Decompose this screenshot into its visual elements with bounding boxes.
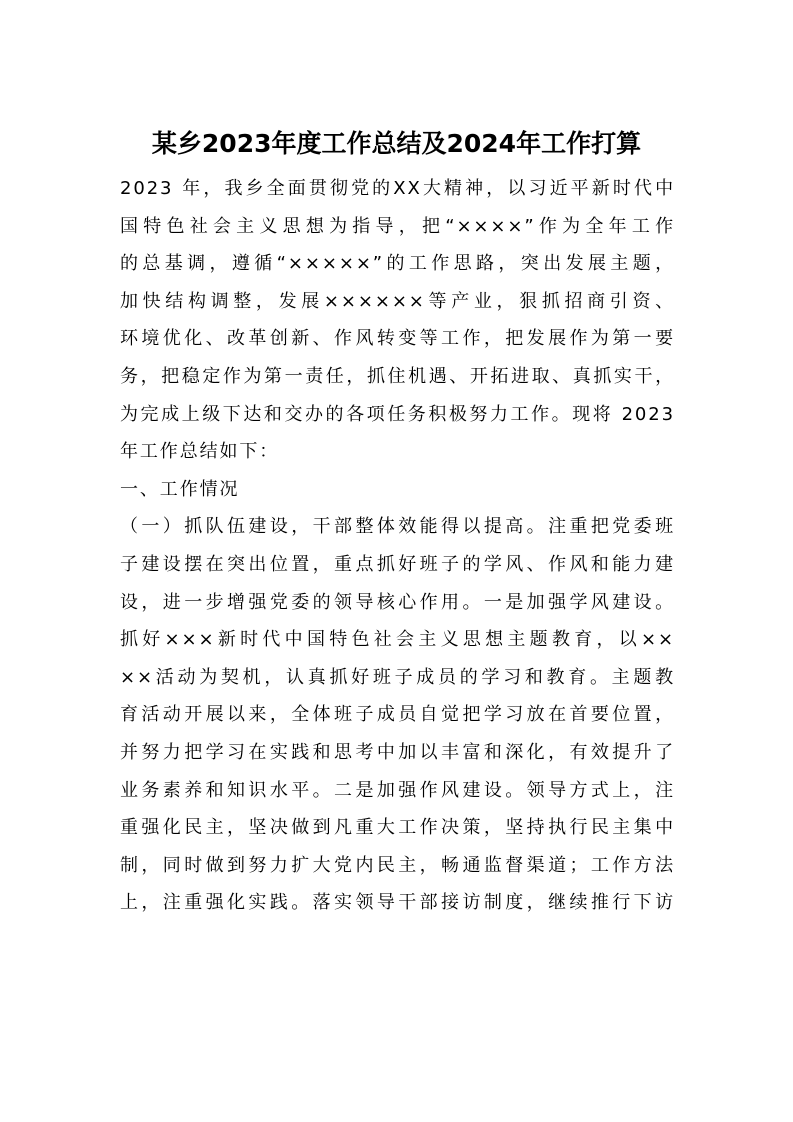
text-line: （一）抓队伍建设，干部整体效能得以提高。注重把党委班 [120, 516, 675, 538]
text-line: 抓好×××新时代中国特色社会主义思想主题教育，以×× [120, 629, 675, 651]
text-line: 年工作总结如下： [120, 441, 280, 463]
text-line: 国特色社会主义思想为指导，把“××××”作为全年工作 [120, 215, 675, 237]
text-line: 加快结构调整，发展××××××等产业，狠抓招商引资、 [120, 290, 675, 312]
document-body [120, 170, 675, 922]
text-line: 为完成上级下达和交办的各项任务积极努力工作。现将 2023 [120, 403, 675, 425]
text-line: 制，同时做到努力扩大党内民主，畅通监督渠道；工作方法 [120, 854, 675, 876]
text-line: 子建设摆在突出位置，重点抓好班子的学风、作风和能力建 [120, 553, 675, 575]
section-heading: 一、工作情况 [120, 478, 240, 500]
document-title: 某乡2023年度工作总结及2024年工作打算 [151, 129, 642, 158]
text-line: 设，进一步增强党委的领导核心作用。一是加强学风建设。 [120, 591, 675, 613]
text-line: 并努力把学习在实践和思考中加以丰富和深化，有效提升了 [120, 741, 675, 763]
text-line: 环境优化、改革创新、作风转变等工作，把发展作为第一要 [120, 328, 675, 350]
text-line: 2023 年，我乡全面贯彻党的XX大精神，以习近平新时代中 [120, 178, 675, 199]
text-line: 业务素养和知识水平。二是加强作风建设。领导方式上，注 [120, 779, 675, 801]
text-line: 务，把稳定作为第一责任，抓住机遇、开拓进取、真抓实干， [120, 365, 675, 387]
text-line: 的总基调，遵循“×××××”的工作思路，突出发展主题， [120, 253, 675, 275]
text-line: 育活动开展以来，全体班子成员自觉把学习放在首要位置， [120, 704, 675, 726]
text-line: 上，注重强化实践。落实领导干部接访制度，继续推行下访 [120, 892, 675, 914]
text-line: ××活动为契机，认真抓好班子成员的学习和教育。主题教 [120, 666, 675, 688]
text-line: 重强化民主，坚决做到凡重大工作决策，坚持执行民主集中 [120, 817, 675, 839]
